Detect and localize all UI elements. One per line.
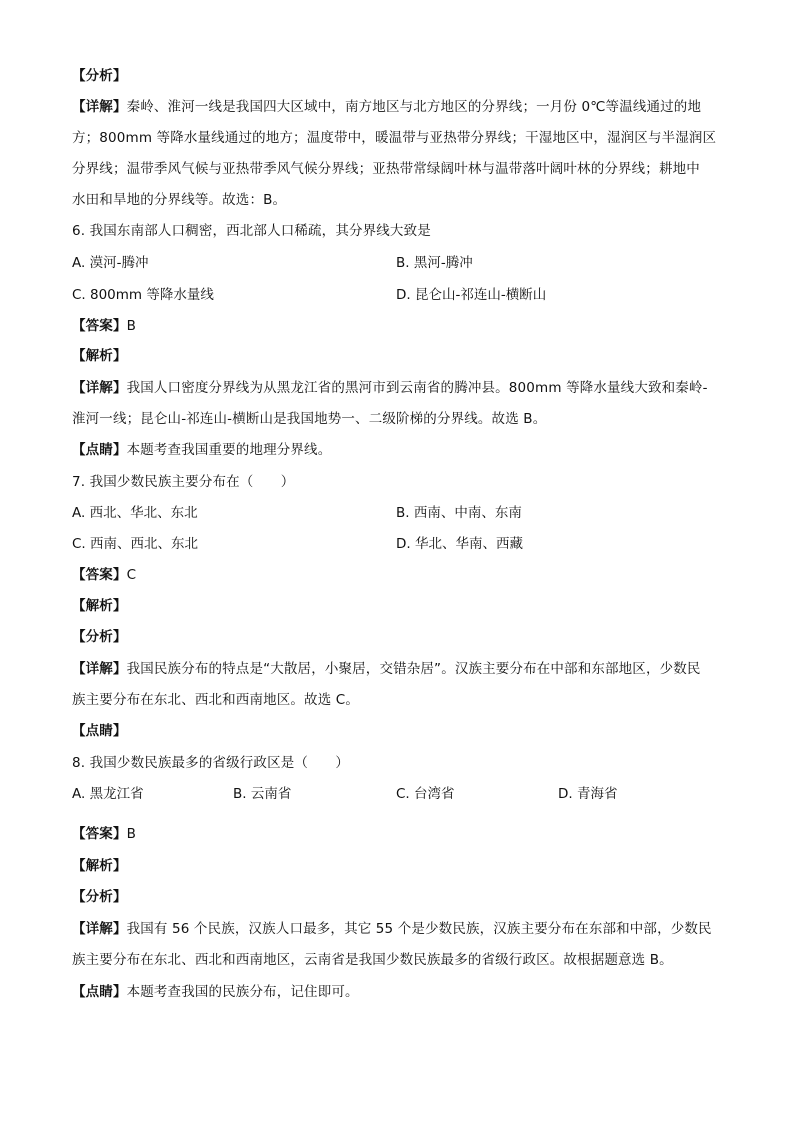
question-6: 6. 我国东南部人口稠密，西北部人口稀疏，其分界线大致是 — [72, 223, 431, 239]
q6-option-a: A. 漠河-腾冲 — [72, 255, 149, 271]
q7-option-d: D. 华北、华南、西藏 — [396, 536, 523, 552]
q8-option-a: A. 黑龙江省 — [72, 786, 144, 802]
q8-detail-line: 族主要分布在东北、西北和西南地区，云南省是我国少数民族最多的省级行政区。故根据题意选 B。 — [72, 952, 673, 968]
q7-option-a: A. 西北、华北、东北 — [72, 505, 198, 521]
q8-option-b: B. 云南省 — [233, 786, 292, 802]
q6-detail-line: 【详解】我国人口密度分界线为从黑龙江省的黑河市到云南省的腾冲县。800mm 等降水量线大致和秦岭- — [72, 380, 708, 396]
q8-option-d: D. 青海省 — [558, 786, 618, 802]
q6-jiexi-label: 【解析】 — [72, 348, 127, 364]
q7-detail-line: 族主要分布在东北、西北和西南地区。故选 C。 — [72, 692, 360, 708]
question-7: 7. 我国少数民族主要分布在（ ） — [72, 474, 295, 490]
q7-jiexi-label: 【解析】 — [72, 598, 127, 614]
q8-analysis-label: 【分析】 — [72, 889, 127, 905]
q8-jiexi-label: 【解析】 — [72, 858, 127, 874]
q7-answer: 【答案】C — [72, 567, 137, 583]
q8-dianjing: 【点睛】本题考查我国的民族分布，记住即可。 — [72, 984, 359, 1000]
detail-line: 方；800mm 等降水量线通过的地方；温度带中，暖温带与亚热带分界线；干湿地区中，湿润区与半湿润区 — [72, 130, 717, 146]
analysis-label: 【分析】 — [72, 68, 127, 84]
detail-line: 分界线；温带季风气候与亚热带季风气候分界线；亚热带常绿阔叶林与温带落叶阔叶林的分界线；耕地中 — [72, 161, 700, 177]
q6-detail-line: 淮河一线；昆仑山-祁连山-横断山是我国地势一、二级阶梯的分界线。故选 B。 — [72, 411, 547, 427]
q7-dianjing-label: 【点睛】 — [72, 723, 127, 739]
q6-dianjing: 【点睛】本题考查我国重要的地理分界线。 — [72, 442, 332, 458]
q7-option-c: C. 西南、西北、东北 — [72, 536, 199, 552]
q6-option-c: C. 800mm 等降水量线 — [72, 287, 214, 303]
q6-option-b: B. 黑河-腾冲 — [396, 255, 473, 271]
q7-analysis-label: 【分析】 — [72, 629, 127, 645]
detail-line: 【详解】秦岭、淮河一线是我国四大区域中，南方地区与北方地区的分界线；一月份 0℃等温线通过的地 — [72, 99, 702, 115]
q8-detail-line: 【详解】我国有 56 个民族，汉族人口最多，其它 55 个是少数民族，汉族主要分布在东部和中部，少数民 — [72, 921, 712, 937]
q6-option-d: D. 昆仑山-祁连山-横断山 — [396, 287, 547, 303]
q8-option-c: C. 台湾省 — [396, 786, 455, 802]
detail-line: 水田和旱地的分界线等。故选：B。 — [72, 192, 287, 208]
q7-option-b: B. 西南、中南、东南 — [396, 505, 522, 521]
question-8: 8. 我国少数民族最多的省级行政区是（ ） — [72, 755, 349, 771]
q6-answer: 【答案】B — [72, 318, 137, 334]
q7-detail-line: 【详解】我国民族分布的特点是“大散居，小聚居，交错杂居”。汉族主要分布在中部和东部地区，少数民 — [72, 661, 701, 677]
q8-answer: 【答案】B — [72, 826, 137, 842]
